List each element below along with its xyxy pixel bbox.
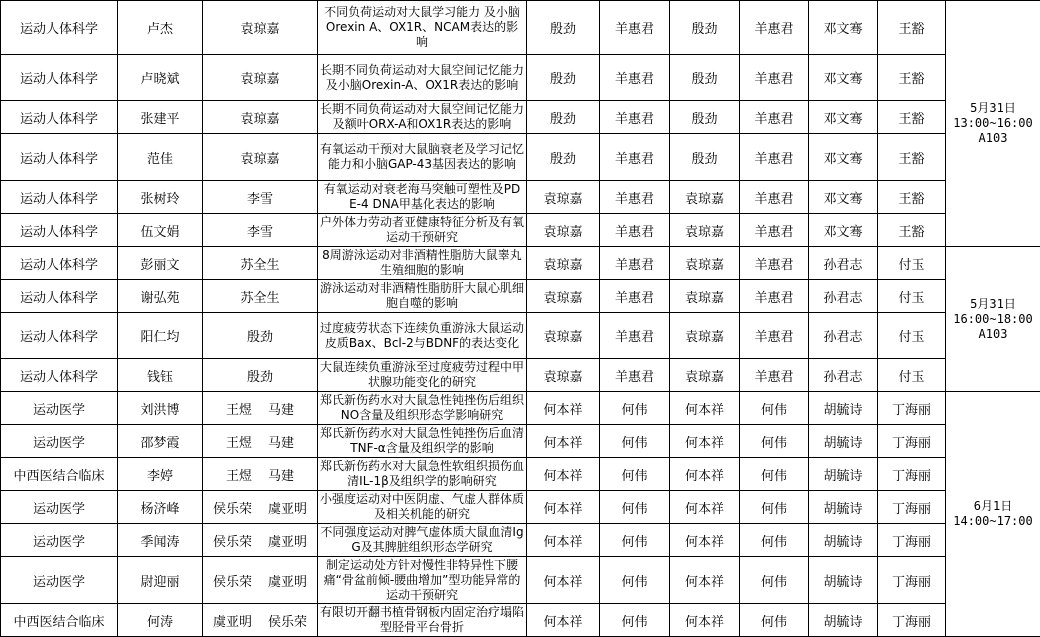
secretary-cell: 付玉 xyxy=(878,313,946,359)
chair-cell: 孙君志 xyxy=(809,359,878,392)
table-row xyxy=(1,55,1040,101)
advisor-name: 苏全生 xyxy=(240,254,279,273)
chair-cell: 胡毓诗 xyxy=(809,425,878,458)
student-cell: 尉迎丽 xyxy=(118,557,203,604)
reviewer-1-cell: 何本祥 xyxy=(527,604,600,637)
reviewer-1-cell: 袁琼嘉 xyxy=(527,313,600,359)
reviewer-2-cell: 何伟 xyxy=(600,524,670,557)
student-cell: 杨济峰 xyxy=(118,491,203,524)
reviewer-4-cell: 羊惠君 xyxy=(740,247,809,280)
reviewer-4-cell: 羊惠君 xyxy=(740,280,809,313)
chair-cell: 孙君志 xyxy=(809,247,878,280)
topic-cell: 有氧运动对衰老海马突触可塑性及PDE-4 DNA甲基化表达的影响 xyxy=(318,181,527,214)
advisor-name: 苏全生 xyxy=(240,287,279,306)
chair-cell: 邓文骞 xyxy=(809,101,878,134)
reviewer-3-cell: 袁琼嘉 xyxy=(670,247,740,280)
advisor-name: 李雪 xyxy=(247,188,273,207)
advisor-name: 虞亚明 xyxy=(268,571,307,590)
reviewer-3-cell: 何本祥 xyxy=(670,491,740,524)
reviewer-2-cell: 羊惠君 xyxy=(600,101,670,134)
chair-cell: 胡毓诗 xyxy=(809,491,878,524)
topic-cell: 8周游泳运动对非酒精性脂肪大鼠睾丸生殖细胞的影响 xyxy=(318,247,527,280)
major-cell: 运动人体科学 xyxy=(1,313,118,359)
reviewer-3-cell: 殷劲 xyxy=(670,55,740,101)
table-row xyxy=(1,604,1040,637)
chair-cell: 邓文骞 xyxy=(809,214,878,247)
session-date: 5月31日 xyxy=(946,297,1040,312)
secretary-cell: 王豁 xyxy=(878,101,946,134)
advisor-name: 侯乐荣 xyxy=(213,531,252,550)
reviewer-3-cell: 殷劲 xyxy=(670,101,740,134)
secretary-cell: 丁海丽 xyxy=(878,604,946,637)
advisor-name: 虞亚明 xyxy=(268,531,307,550)
topic-cell: 郑氏新伤药水对大鼠急性软组织损伤血清IL-1β及组织学的影响研究 xyxy=(318,458,527,491)
advisor-cell xyxy=(203,359,318,392)
advisor-cell xyxy=(203,392,318,425)
reviewer-4-cell: 何伟 xyxy=(740,458,809,491)
reviewer-1-cell: 殷劲 xyxy=(527,134,600,181)
chair-cell: 胡毓诗 xyxy=(809,524,878,557)
advisor-name: 侯乐荣 xyxy=(213,498,252,517)
topic-cell: 过度疲劳状态下连续负重游泳大鼠运动皮质Bax、Bcl-2与BDNF的表达变化 xyxy=(318,313,527,359)
reviewer-1-cell: 袁琼嘉 xyxy=(527,359,600,392)
secretary-cell: 丁海丽 xyxy=(878,392,946,425)
secretary-cell: 付玉 xyxy=(878,247,946,280)
reviewer-2-cell: 何伟 xyxy=(600,491,670,524)
advisor-name: 马建 xyxy=(268,399,294,418)
major-cell: 运动医学 xyxy=(1,524,118,557)
reviewer-2-cell: 何伟 xyxy=(600,425,670,458)
advisor-cell xyxy=(203,425,318,458)
advisor-name: 袁琼嘉 xyxy=(240,148,279,167)
student-cell: 谢弘苑 xyxy=(118,280,203,313)
session-time: 16:00~18:00 xyxy=(946,312,1040,327)
reviewer-1-cell: 袁琼嘉 xyxy=(527,181,600,214)
reviewer-3-cell: 袁琼嘉 xyxy=(670,181,740,214)
table-row xyxy=(1,392,1040,425)
advisor-cell xyxy=(203,214,318,247)
table-row xyxy=(1,214,1040,247)
topic-cell: 户外体力劳动者亚健康特征分析及有氧运动干预研究 xyxy=(318,214,527,247)
advisor-cell xyxy=(203,55,318,101)
reviewer-4-cell: 羊惠君 xyxy=(740,101,809,134)
reviewer-3-cell: 袁琼嘉 xyxy=(670,359,740,392)
session-date: 5月31日 xyxy=(946,101,1040,116)
topic-cell: 长期不同负荷运动对大鼠空间记忆能力及额叶ORX-A和OX1R表达的影响 xyxy=(318,101,527,134)
topic-cell: 郑氏新伤药水对大鼠急性钝挫伤后组织NO含量及组织形态学影响研究 xyxy=(318,392,527,425)
chair-cell: 胡毓诗 xyxy=(809,392,878,425)
student-cell: 张树玲 xyxy=(118,181,203,214)
session-cell xyxy=(946,392,1040,637)
reviewer-4-cell: 何伟 xyxy=(740,524,809,557)
chair-cell: 胡毓诗 xyxy=(809,458,878,491)
major-cell: 运动人体科学 xyxy=(1,247,118,280)
reviewer-3-cell: 袁琼嘉 xyxy=(670,280,740,313)
reviewer-2-cell: 何伟 xyxy=(600,458,670,491)
student-cell: 季闻涛 xyxy=(118,524,203,557)
table-row xyxy=(1,134,1040,181)
session-time: 13:00~16:00 xyxy=(946,116,1040,131)
major-cell: 中西医结合临床 xyxy=(1,604,118,637)
table-row xyxy=(1,181,1040,214)
secretary-cell: 王豁 xyxy=(878,181,946,214)
student-cell: 伍文娟 xyxy=(118,214,203,247)
advisor-name: 王煜 xyxy=(226,432,252,451)
chair-cell: 邓文骞 xyxy=(809,55,878,101)
reviewer-3-cell: 殷劲 xyxy=(670,1,740,55)
reviewer-1-cell: 何本祥 xyxy=(527,425,600,458)
topic-cell: 有氧运动干预对大鼠脑衰老及学习记忆能力和小脑GAP-43基因表达的影响 xyxy=(318,134,527,181)
reviewer-2-cell: 何伟 xyxy=(600,604,670,637)
reviewer-3-cell: 何本祥 xyxy=(670,425,740,458)
table-row xyxy=(1,313,1040,359)
advisor-cell xyxy=(203,247,318,280)
advisor-cell xyxy=(203,458,318,491)
advisor-name: 王煜 xyxy=(226,465,252,484)
reviewer-2-cell: 羊惠君 xyxy=(600,1,670,55)
topic-cell: 大鼠连续负重游泳至过度疲劳过程中甲状腺功能变化的研究 xyxy=(318,359,527,392)
reviewer-4-cell: 何伟 xyxy=(740,604,809,637)
advisor-cell xyxy=(203,101,318,134)
reviewer-2-cell: 羊惠君 xyxy=(600,181,670,214)
major-cell: 运动人体科学 xyxy=(1,359,118,392)
reviewer-2-cell: 何伟 xyxy=(600,392,670,425)
student-cell: 卢杰 xyxy=(118,1,203,55)
reviewer-1-cell: 袁琼嘉 xyxy=(527,214,600,247)
topic-cell: 长期不同负荷运动对大鼠空间记忆能力及小脑Orexin-A、OX1R表达的影响 xyxy=(318,55,527,101)
table-body xyxy=(1,1,1040,637)
topic-cell: 有限切开翻书植骨钢板内固定治疗塌陷型胫骨平台骨折 xyxy=(318,604,527,637)
advisor-name: 袁琼嘉 xyxy=(240,68,279,87)
reviewer-2-cell: 羊惠君 xyxy=(600,280,670,313)
major-cell: 运动医学 xyxy=(1,557,118,604)
advisor-name: 殷劲 xyxy=(247,326,273,345)
reviewer-2-cell: 羊惠君 xyxy=(600,313,670,359)
chair-cell: 邓文骞 xyxy=(809,1,878,55)
reviewer-1-cell: 殷劲 xyxy=(527,1,600,55)
reviewer-2-cell: 羊惠君 xyxy=(600,214,670,247)
reviewer-4-cell: 羊惠君 xyxy=(740,55,809,101)
advisor-name: 马建 xyxy=(268,465,294,484)
reviewer-1-cell: 何本祥 xyxy=(527,557,600,604)
reviewer-3-cell: 袁琼嘉 xyxy=(670,214,740,247)
chair-cell: 邓文骞 xyxy=(809,181,878,214)
secretary-cell: 付玉 xyxy=(878,359,946,392)
major-cell: 运动人体科学 xyxy=(1,214,118,247)
table-row xyxy=(1,1,1040,55)
student-cell: 刘洪博 xyxy=(118,392,203,425)
session-room: A103 xyxy=(946,131,1040,146)
table-row xyxy=(1,491,1040,524)
reviewer-4-cell: 羊惠君 xyxy=(740,181,809,214)
reviewer-1-cell: 何本祥 xyxy=(527,392,600,425)
reviewer-3-cell: 何本祥 xyxy=(670,557,740,604)
reviewer-3-cell: 何本祥 xyxy=(670,604,740,637)
major-cell: 运动医学 xyxy=(1,425,118,458)
reviewer-4-cell: 羊惠君 xyxy=(740,214,809,247)
topic-cell: 游泳运动对非酒精性脂肪肝大鼠心肌细胞自噬的影响 xyxy=(318,280,527,313)
advisor-name: 袁琼嘉 xyxy=(240,18,279,37)
advisor-name: 侯乐荣 xyxy=(268,611,307,630)
reviewer-4-cell: 羊惠君 xyxy=(740,134,809,181)
topic-cell: 制定运动处方针对慢性非特异性下腰痛“骨盆前倾-腰曲增加”型功能异常的运动干预研究 xyxy=(318,557,527,604)
advisor-cell xyxy=(203,134,318,181)
table-row xyxy=(1,458,1040,491)
topic-cell: 郑氏新伤药水对大鼠急性钝挫伤后血清TNF-α含量及组织学的影响 xyxy=(318,425,527,458)
reviewer-2-cell: 羊惠君 xyxy=(600,55,670,101)
secretary-cell: 丁海丽 xyxy=(878,425,946,458)
student-cell: 张建平 xyxy=(118,101,203,134)
student-cell: 彭丽文 xyxy=(118,247,203,280)
major-cell: 运动人体科学 xyxy=(1,101,118,134)
reviewer-1-cell: 袁琼嘉 xyxy=(527,280,600,313)
major-cell: 运动人体科学 xyxy=(1,280,118,313)
reviewer-3-cell: 何本祥 xyxy=(670,458,740,491)
reviewer-2-cell: 羊惠君 xyxy=(600,134,670,181)
chair-cell: 胡毓诗 xyxy=(809,557,878,604)
major-cell: 运动医学 xyxy=(1,392,118,425)
reviewer-4-cell: 何伟 xyxy=(740,557,809,604)
chair-cell: 孙君志 xyxy=(809,280,878,313)
advisor-name: 李雪 xyxy=(247,221,273,240)
reviewer-3-cell: 袁琼嘉 xyxy=(670,313,740,359)
session-cell xyxy=(946,247,1040,392)
student-cell: 范佳 xyxy=(118,134,203,181)
advisor-cell xyxy=(203,604,318,637)
advisor-cell xyxy=(203,524,318,557)
session-date: 6月1日 xyxy=(946,499,1040,514)
reviewer-1-cell: 殷劲 xyxy=(527,55,600,101)
session-time: 14:00~17:00 xyxy=(946,514,1040,529)
table-row xyxy=(1,247,1040,280)
table-row xyxy=(1,101,1040,134)
reviewer-1-cell: 何本祥 xyxy=(527,524,600,557)
student-cell: 阳仁均 xyxy=(118,313,203,359)
student-cell: 何涛 xyxy=(118,604,203,637)
advisor-cell xyxy=(203,1,318,55)
table-row xyxy=(1,524,1040,557)
reviewer-3-cell: 何本祥 xyxy=(670,524,740,557)
reviewer-1-cell: 何本祥 xyxy=(527,458,600,491)
student-cell: 卢晓斌 xyxy=(118,55,203,101)
major-cell: 中西医结合临床 xyxy=(1,458,118,491)
advisor-name: 袁琼嘉 xyxy=(240,108,279,127)
advisor-cell xyxy=(203,491,318,524)
session-cell xyxy=(946,1,1040,247)
topic-cell: 小强度运动对中医阴虚、气虚人群体质及相关机能的研究 xyxy=(318,491,527,524)
advisor-cell xyxy=(203,557,318,604)
table-row xyxy=(1,425,1040,458)
reviewer-4-cell: 何伟 xyxy=(740,491,809,524)
topic-cell: 不同负荷运动对大鼠学习能力 及小脑Orexin A、OX1R、NCAM表达的影响 xyxy=(318,1,527,55)
reviewer-4-cell: 羊惠君 xyxy=(740,359,809,392)
secretary-cell: 丁海丽 xyxy=(878,458,946,491)
major-cell: 运动医学 xyxy=(1,491,118,524)
reviewer-3-cell: 殷劲 xyxy=(670,134,740,181)
advisor-name: 侯乐荣 xyxy=(213,571,252,590)
advisor-name: 马建 xyxy=(268,432,294,451)
chair-cell: 胡毓诗 xyxy=(809,604,878,637)
student-cell: 邵梦霞 xyxy=(118,425,203,458)
secretary-cell: 付玉 xyxy=(878,280,946,313)
reviewer-4-cell: 何伟 xyxy=(740,425,809,458)
advisor-cell xyxy=(203,313,318,359)
major-cell: 运动人体科学 xyxy=(1,1,118,55)
reviewer-4-cell: 羊惠君 xyxy=(740,1,809,55)
secretary-cell: 王豁 xyxy=(878,214,946,247)
chair-cell: 邓文骞 xyxy=(809,134,878,181)
reviewer-1-cell: 袁琼嘉 xyxy=(527,247,600,280)
chair-cell: 孙君志 xyxy=(809,313,878,359)
advisor-name: 王煜 xyxy=(226,399,252,418)
secretary-cell: 王豁 xyxy=(878,1,946,55)
reviewer-1-cell: 殷劲 xyxy=(527,101,600,134)
session-room: A103 xyxy=(946,327,1040,342)
topic-cell: 不同强度运动对脾气虚体质大鼠血清IgG及其脾脏组织形态学研究 xyxy=(318,524,527,557)
student-cell: 李婷 xyxy=(118,458,203,491)
table-row xyxy=(1,359,1040,392)
advisor-cell xyxy=(203,181,318,214)
major-cell: 运动人体科学 xyxy=(1,181,118,214)
student-cell: 钱钰 xyxy=(118,359,203,392)
major-cell: 运动人体科学 xyxy=(1,134,118,181)
secretary-cell: 王豁 xyxy=(878,134,946,181)
secretary-cell: 丁海丽 xyxy=(878,491,946,524)
reviewer-2-cell: 羊惠君 xyxy=(600,247,670,280)
reviewer-3-cell: 何本祥 xyxy=(670,392,740,425)
advisor-name: 虞亚明 xyxy=(268,498,307,517)
major-cell: 运动人体科学 xyxy=(1,55,118,101)
table-row xyxy=(1,280,1040,313)
reviewer-2-cell: 何伟 xyxy=(600,557,670,604)
table-row xyxy=(1,557,1040,604)
advisor-name: 殷劲 xyxy=(247,366,273,385)
secretary-cell: 丁海丽 xyxy=(878,557,946,604)
secretary-cell: 王豁 xyxy=(878,55,946,101)
reviewer-2-cell: 羊惠君 xyxy=(600,359,670,392)
reviewer-1-cell: 何本祥 xyxy=(527,491,600,524)
advisor-name: 虞亚明 xyxy=(213,611,252,630)
reviewer-4-cell: 羊惠君 xyxy=(740,313,809,359)
secretary-cell: 丁海丽 xyxy=(878,524,946,557)
reviewer-4-cell: 何伟 xyxy=(740,392,809,425)
advisor-cell xyxy=(203,280,318,313)
